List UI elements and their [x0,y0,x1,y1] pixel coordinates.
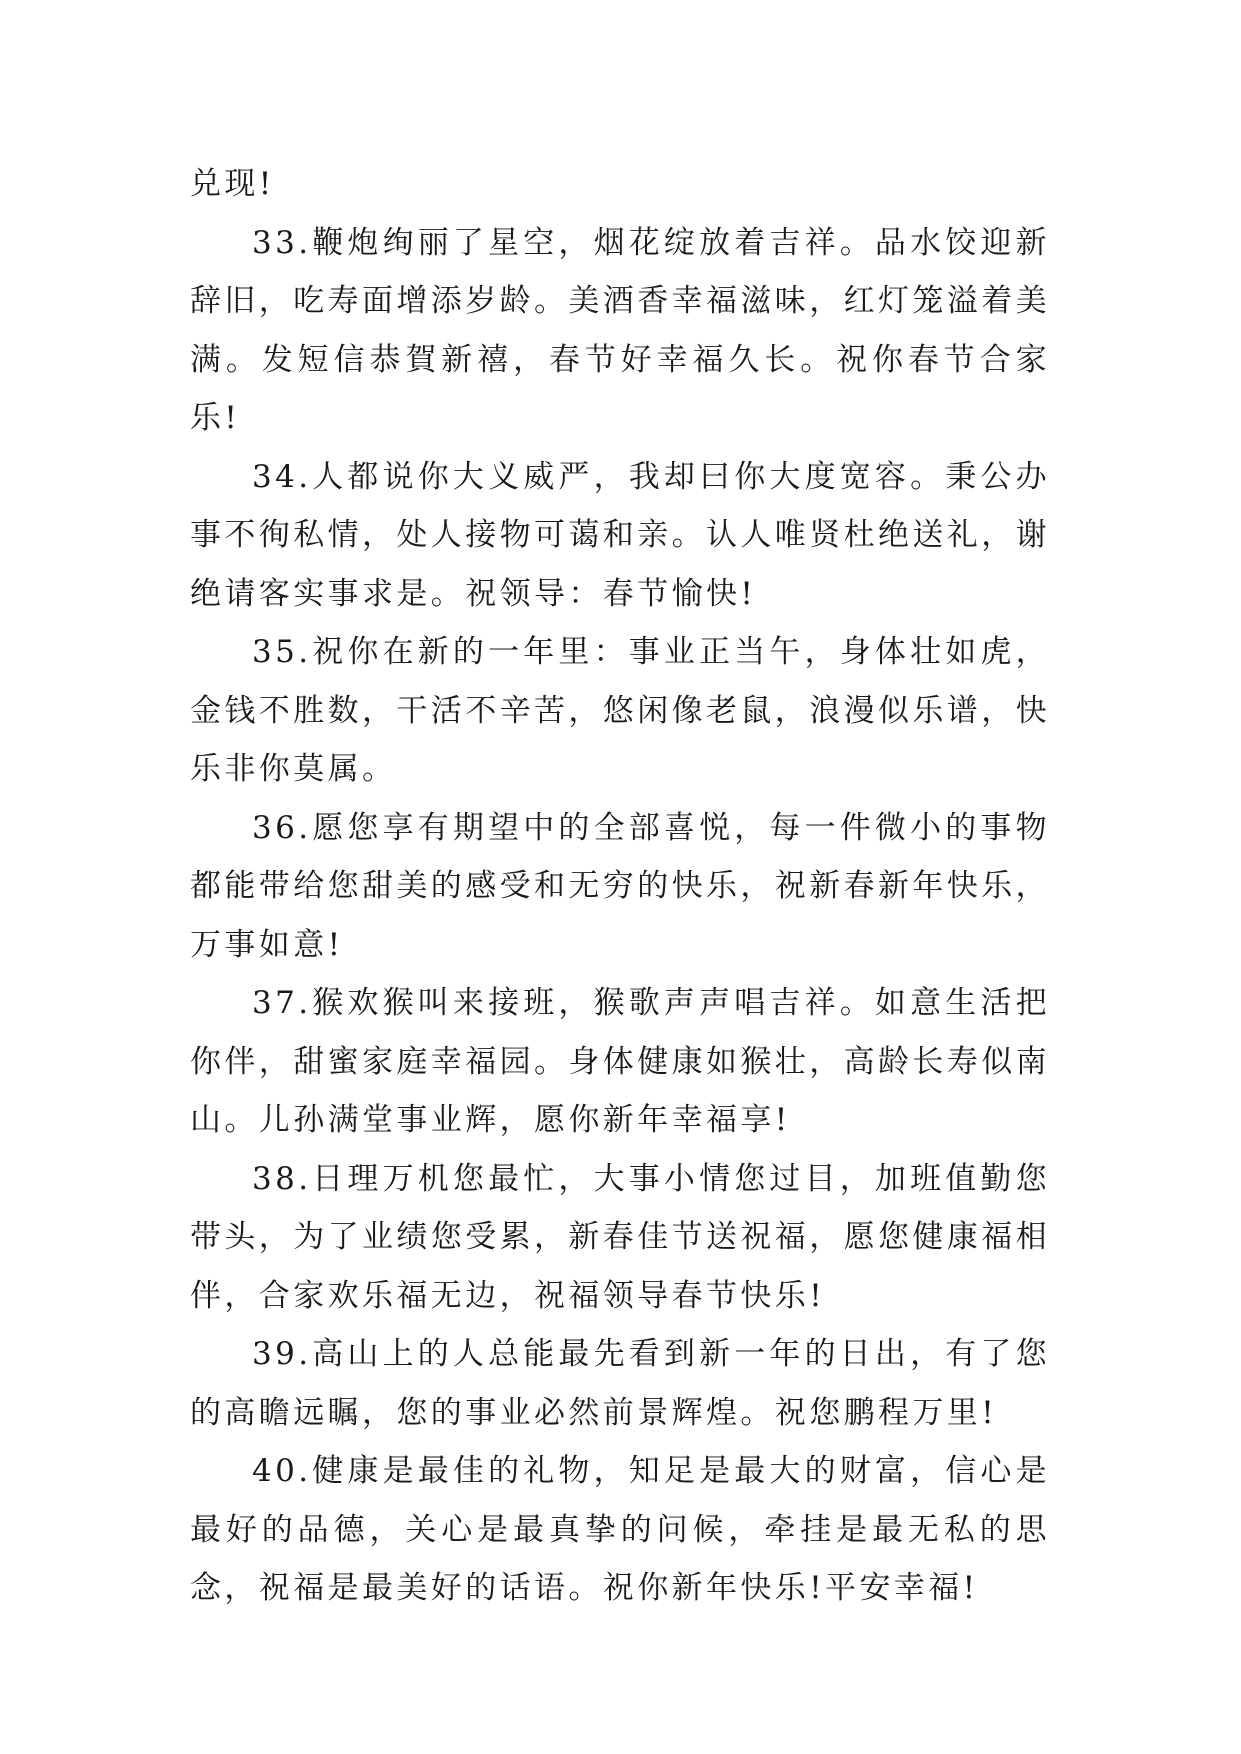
document-body [190,155,1050,1618]
paragraph-continuation: 兑现! [190,166,275,202]
paragraph-36: 36.愿您享有期望中的全部喜悦，每一件微小的事物都能带给您甜美的感受和无穷的快乐，祝新春新年快乐，万事如意! [190,809,1050,963]
paragraph-34: 34.人都说你大义威严，我却曰你大度宽容。秉公办事不徇私情，处人接物可蔼和亲。认人唯贤杜绝送礼，谢绝请客实事求是。祝领导：春节愉快! [190,458,1050,612]
paragraph-37: 37.猴欢猴叫来接班，猴歌声声唱吉祥。如意生活把你伴，甜蜜家庭幸福园。身体健康如猴壮，高龄长寿似南山。儿孙满堂事业辉，愿你新年幸福享! [190,985,1050,1138]
paragraph-35: 35.祝你在新的一年里：事业正当午，身体壮如虎，金钱不胜数，干活不辛苦，悠闲像老鼠，浪漫似乐谱，快乐非你莫属。 [190,634,1050,787]
paragraph-40: 40.健康是最佳的礼物，知足是最大的财富，信心是最好的品德，关心是最真挚的问候，牵挂是最无私的思念，祝福是最美好的话语。祝你新年快乐!平安幸福! [190,1453,1050,1606]
paragraph-39: 39.高山上的人总能最先看到新一年的日出，有了您的高瞻远瞩，您的事业必然前景辉煌。祝您鹏程万里! [190,1336,1050,1431]
paragraph-38: 38.日理万机您最忙，大事小情您过目，加班值勤您带头，为了业绩您受累，新春佳节送祝福，愿您健康福相伴，合家欢乐福无边，祝福领导春节快乐! [190,1160,1050,1314]
paragraph-33: 33.鞭炮绚丽了星空，烟花绽放着吉祥。品水饺迎新辞旧，吃寿面增添岁龄。美酒香幸福滋味，红灯笼溢着美满。发短信恭賀新禧，春节好幸福久长。祝你春节合家乐! [190,224,1050,436]
